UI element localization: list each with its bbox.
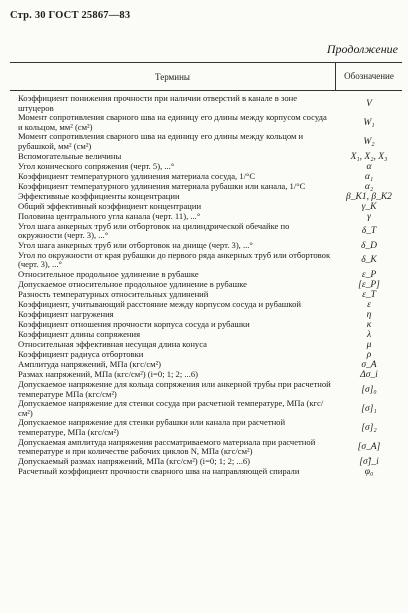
- table-body: [10, 91, 402, 477]
- term-text: Разность температурных относительных удлинений: [18, 289, 209, 300]
- term-text: Допускаемый размах напряжений, МПа (кгс/см²) (i=0; 1; 2; ...6): [18, 455, 251, 466]
- symbol-text: [σ]₁: [361, 403, 377, 414]
- table-row: [10, 94, 402, 113]
- term-text: Угол по окружности от края рубашки до первого ряда анкерных труб или отбортовок (черт. 3), ...°: [18, 249, 331, 270]
- col-term-header: Термины: [155, 71, 190, 82]
- term-text: Коэффициент нагружения: [18, 309, 114, 320]
- symbol-text: X₁, X₂, X₃: [350, 151, 388, 162]
- symbol-text: μ: [366, 339, 372, 350]
- term-text: Расчетный коэффициент прочности сварного шва на направляющей спирали: [18, 465, 300, 476]
- symbol-text: [σ]₀: [361, 384, 377, 395]
- table-row: [10, 467, 402, 477]
- term-text: Амплитуда напряжений, МПа (кгс/см²): [18, 359, 162, 370]
- term-text: Коэффициент радиуса отбортовки: [18, 349, 144, 360]
- term-text: Момент сопротивления сварного шва на единицу его длины между корпусом сосуда и кольцом, мм² (см²): [18, 112, 327, 132]
- table-row: [10, 113, 402, 132]
- page-header: Стр. 30 ГОСТ 25867—83: [10, 10, 131, 21]
- symbol-text: [ε_P]: [358, 279, 380, 290]
- symbol-text: ε: [367, 299, 371, 310]
- symbol-text: W₂: [363, 136, 375, 147]
- symbol-text: δ_D: [360, 240, 378, 251]
- table-row: [10, 380, 402, 399]
- symbol-text: φ₀: [364, 466, 374, 477]
- continued-label: Продолжение: [326, 42, 398, 56]
- term-text: Коэффициент длины сопряжения: [18, 329, 141, 340]
- symbol-text: ρ: [366, 349, 372, 360]
- term-text: Коэффициент отношения прочности корпуса сосуда и рубашки: [18, 319, 250, 330]
- col-symbol-header: Обозначение: [335, 63, 402, 90]
- term-text: Относительная эффективная несущая длина конуса: [18, 339, 207, 350]
- symbol-text: [σ_A]: [357, 442, 381, 453]
- table-row: [10, 399, 402, 418]
- term-text: Допускаемое относительное продольное удлинение в рубашке: [18, 279, 247, 290]
- symbol-text: σ_A: [361, 359, 377, 370]
- term-text: Коэффициент, учитывающий расстояние между корпусом сосуда и рубашкой: [18, 299, 302, 310]
- symbol-text: δ_T: [361, 226, 377, 237]
- table-row: [10, 438, 402, 457]
- symbol-text: κ: [366, 319, 372, 330]
- symbol-text: γ_K: [361, 201, 377, 212]
- term-text: Общий эффективный коэффициент концентрации: [18, 200, 202, 211]
- symbol-text: ε_T: [362, 289, 376, 300]
- term-text: Коэффициент температурного удлинения материала сосуда, 1/°C: [18, 170, 256, 181]
- symbol-text: α₂: [364, 181, 374, 192]
- symbol-text: β_K1, β_K2: [346, 191, 392, 202]
- table-row: [10, 222, 402, 241]
- table-header: [10, 63, 402, 91]
- symbol-text: η: [366, 309, 372, 320]
- term-text: Размах напряжений, МПа (кгс/см²) (i=0; 1; 2; ...6): [18, 369, 198, 380]
- symbol-text: ε_P: [361, 269, 377, 280]
- term-text: Допускаемое напряжение для стенки сосуда при расчетной температуре, МПа (кгс/см²): [18, 398, 324, 418]
- table-row: [10, 251, 402, 270]
- term-text: Допускаемое напряжение для кольца сопряжения или анкерной трубы при расчетной температуре МПа (кгс/см²): [18, 378, 331, 399]
- table-row: [10, 418, 402, 437]
- terms-table: [10, 62, 402, 477]
- term-text: Момент сопротивления сварного шва на единицу его длины между кольцом и рубашкой, мм² (см²): [18, 131, 304, 151]
- table-row: [10, 132, 402, 151]
- symbol-text: [σ̂]_i: [359, 456, 379, 467]
- symbol-text: V: [366, 98, 372, 109]
- term-text: Половина центрального угла канала (черт. 11), ...°: [18, 210, 201, 221]
- term-text: Относительное продольное удлинение в рубашке: [18, 269, 199, 280]
- symbol-text: Δσ_i: [360, 369, 378, 380]
- symbol-text: δ_K: [361, 255, 377, 266]
- term-text: Коэффициент температурного удлинения материала рубашки или канала, 1/°C: [18, 180, 306, 191]
- symbol-text: [σ]₂: [361, 422, 377, 433]
- symbol-text: γ: [367, 211, 371, 222]
- symbol-text: W₁: [363, 117, 375, 128]
- symbol-text: α: [366, 161, 372, 172]
- term-text: Эффективные коэффициенты концентрации: [18, 190, 180, 201]
- term-text: Угол конического сопряжения (черт. 5), ...°: [18, 160, 175, 171]
- symbol-text: λ: [366, 329, 372, 340]
- term-text: Угол шага анкерных труб или отбортовок на днище (черт. 3), ...°: [18, 239, 253, 250]
- term-text: Вспомогательные величины: [18, 150, 122, 161]
- symbol-text: α₁: [364, 171, 374, 182]
- term-text: Допускаемая амплитуда напряжения рассматриваемого материала при расчетной температуре и при количестве рабочих циклов N, МПа (кгс/см²): [18, 436, 316, 457]
- term-text: Угол шага анкерных труб или отбортовок на цилиндрической обечайке по окружности (черт. 3), ...°: [18, 220, 290, 241]
- term-text: Коэффициент понижения прочности при наличии отверстий в канале в зоне штуцеров: [18, 93, 298, 113]
- term-text: Допускаемое напряжение для стенки рубашки или канала при расчетной температуре, МПа (кгс/см²): [18, 417, 286, 437]
